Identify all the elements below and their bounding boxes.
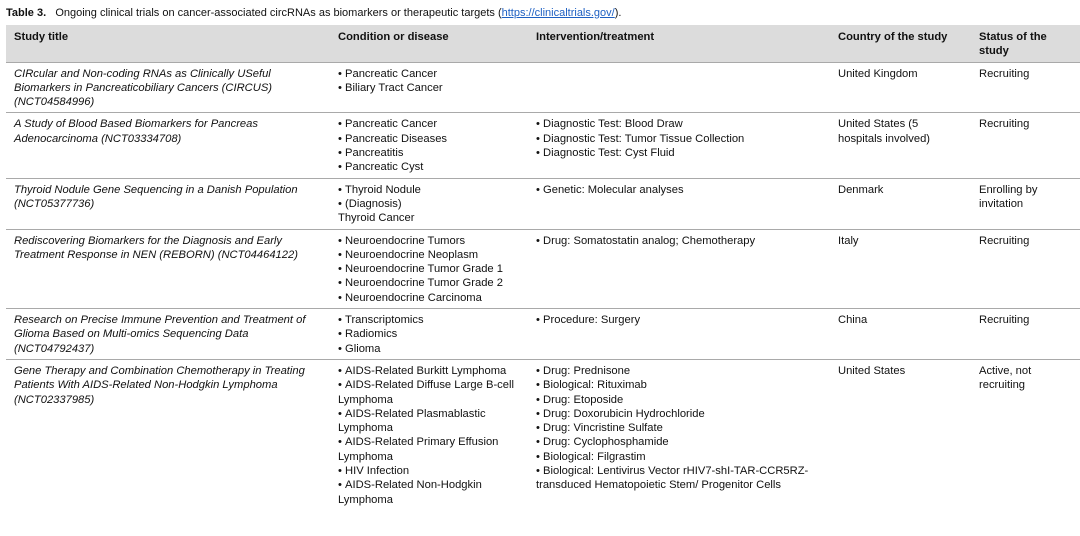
header-condition: Condition or disease [330, 25, 528, 62]
condition-item: • Neuroendocrine Tumor Grade 1 [338, 262, 522, 276]
intervention-cell [528, 229, 830, 308]
table-header [6, 25, 1080, 62]
intervention-item: • Biological: Rituximab [536, 378, 824, 392]
clinical-trials-table [6, 25, 1080, 510]
country-cell: United States [830, 359, 971, 509]
table-caption [6, 2, 621, 24]
intervention-item: • Drug: Doxorubicin Hydrochloride [536, 407, 824, 421]
intervention-item: • Genetic: Molecular analyses [536, 183, 824, 197]
condition-cell [330, 359, 528, 509]
intervention-item: • Drug: Somatostatin analog; Chemotherapy [536, 234, 824, 248]
table-row [6, 359, 1080, 509]
condition-item: • AIDS-Related Diffuse Large B-cell Lymphoma [338, 378, 522, 407]
condition-item: • Neuroendocrine Carcinoma [338, 291, 522, 305]
condition-item: • Radiomics [338, 327, 522, 341]
country-cell: Italy [830, 229, 971, 308]
intervention-item: • Procedure: Surgery [536, 313, 824, 327]
intervention-item: • Drug: Prednisone [536, 364, 824, 378]
status-cell: Enrolling by invitation [971, 178, 1080, 229]
intervention-item-list [536, 364, 824, 493]
condition-item: • Transcriptomics [338, 313, 522, 327]
intervention-item-list [536, 234, 824, 248]
condition-cell [330, 62, 528, 113]
condition-item: • AIDS-Related Primary Effusion Lymphoma [338, 435, 522, 464]
intervention-item: • Diagnostic Test: Tumor Tissue Collection [536, 132, 824, 146]
condition-item-list [338, 67, 522, 96]
condition-item: • HIV Infection [338, 464, 522, 478]
condition-item: • Pancreatitis [338, 146, 522, 160]
intervention-item: • Diagnostic Test: Cyst Fluid [536, 146, 824, 160]
intervention-cell [528, 359, 830, 509]
condition-item: • AIDS-Related Non-Hodgkin Lymphoma [338, 478, 522, 507]
condition-item: • AIDS-Related Burkitt Lymphoma [338, 364, 522, 378]
intervention-item-list [536, 183, 824, 197]
clinicaltrials-link[interactable]: https://clinicaltrials.gov/ [501, 7, 615, 19]
condition-item: • AIDS-Related Plasmablastic Lymphoma [338, 407, 522, 436]
intervention-item: • Diagnostic Test: Blood Draw [536, 117, 824, 131]
study-title-cell: Thyroid Nodule Gene Sequencing in a Danish Population (NCT05377736) [6, 178, 330, 229]
condition-item-list [338, 183, 522, 226]
intervention-item-list [536, 117, 824, 160]
trials-table-container [6, 25, 1080, 510]
condition-item: Thyroid Cancer [338, 212, 415, 225]
header-row [6, 25, 1080, 62]
status-cell: Recruiting [971, 229, 1080, 308]
condition-cell [330, 229, 528, 308]
table-row [6, 309, 1080, 360]
caption-text: Ongoing clinical trials on cancer-associated circRNAs as biomarkers or therapeutic targets ( [55, 7, 502, 19]
table-row [6, 229, 1080, 308]
header-country: Country of the study [830, 25, 971, 62]
status-cell: Recruiting [971, 113, 1080, 178]
study-title-cell: Research on Precise Immune Prevention and Treatment of Glioma Based on Multi-omics Sequencing Data (NCT04792437) [6, 309, 330, 360]
condition-item: • Neuroendocrine Tumors [338, 234, 522, 248]
condition-cell [330, 113, 528, 178]
country-cell: Denmark [830, 178, 971, 229]
status-cell: Recruiting [971, 62, 1080, 113]
intervention-item: • Drug: Etoposide [536, 393, 824, 407]
header-status: Status of the study [971, 25, 1080, 62]
condition-item: • Glioma [338, 342, 522, 356]
table-row [6, 62, 1080, 113]
table-row [6, 113, 1080, 178]
status-cell: Active, not recruiting [971, 359, 1080, 509]
intervention-item: • Biological: Lentivirus Vector rHIV7-shI-TAR-CCR5RZ-transduced Hematopoietic Stem/ Progenitor Cells [536, 464, 824, 493]
study-title-cell: A Study of Blood Based Biomarkers for Pancreas Adenocarcinoma (NCT03334708) [6, 113, 330, 178]
table-body [6, 62, 1080, 510]
condition-item-list [338, 313, 522, 356]
condition-cell [330, 309, 528, 360]
study-title-cell: CIRcular and Non-coding RNAs as Clinically USeful Biomarkers in Pancreaticobiliary Cancers (CIRCUS) (NCT04584996) [6, 62, 330, 113]
condition-item: • (Diagnosis) [338, 197, 522, 211]
country-cell: China [830, 309, 971, 360]
intervention-cell [528, 309, 830, 360]
header-study-title: Study title [6, 25, 330, 62]
caption-suffix: ). [614, 7, 622, 19]
intervention-item-list [536, 313, 824, 327]
intervention-item: • Drug: Vincristine Sulfate [536, 421, 824, 435]
intervention-item: • Biological: Filgrastim [536, 450, 824, 464]
caption-label: Table 3. [6, 7, 47, 19]
condition-item-list [338, 364, 522, 507]
intervention-cell [528, 62, 830, 113]
country-cell: United Kingdom [830, 62, 971, 113]
condition-item: • Pancreatic Cancer [338, 117, 522, 131]
condition-item-list [338, 117, 522, 174]
status-cell: Recruiting [971, 309, 1080, 360]
condition-item-list [338, 234, 522, 305]
table-row [6, 178, 1080, 229]
intervention-item: • Drug: Cyclophosphamide [536, 435, 824, 449]
condition-item: • Pancreatic Cyst [338, 160, 522, 174]
study-title-cell: Gene Therapy and Combination Chemotherapy in Treating Patients With AIDS-Related Non-Hodgkin Lymphoma (NCT02337985) [6, 359, 330, 509]
condition-item: • Biliary Tract Cancer [338, 81, 522, 95]
condition-item: • Pancreatic Cancer [338, 67, 522, 81]
condition-item: • Neuroendocrine Neoplasm [338, 248, 522, 262]
condition-item: • Neuroendocrine Tumor Grade 2 [338, 276, 522, 290]
intervention-cell [528, 113, 830, 178]
condition-item: • Pancreatic Diseases [338, 132, 522, 146]
condition-item: • Thyroid Nodule [338, 183, 522, 197]
country-cell: United States (5 hospitals involved) [830, 113, 971, 178]
intervention-cell [528, 178, 830, 229]
header-intervention: Intervention/treatment [528, 25, 830, 62]
study-title-cell: Rediscovering Biomarkers for the Diagnosis and Early Treatment Response in NEN (REBORN) (NCT04464122) [6, 229, 330, 308]
condition-cell [330, 178, 528, 229]
